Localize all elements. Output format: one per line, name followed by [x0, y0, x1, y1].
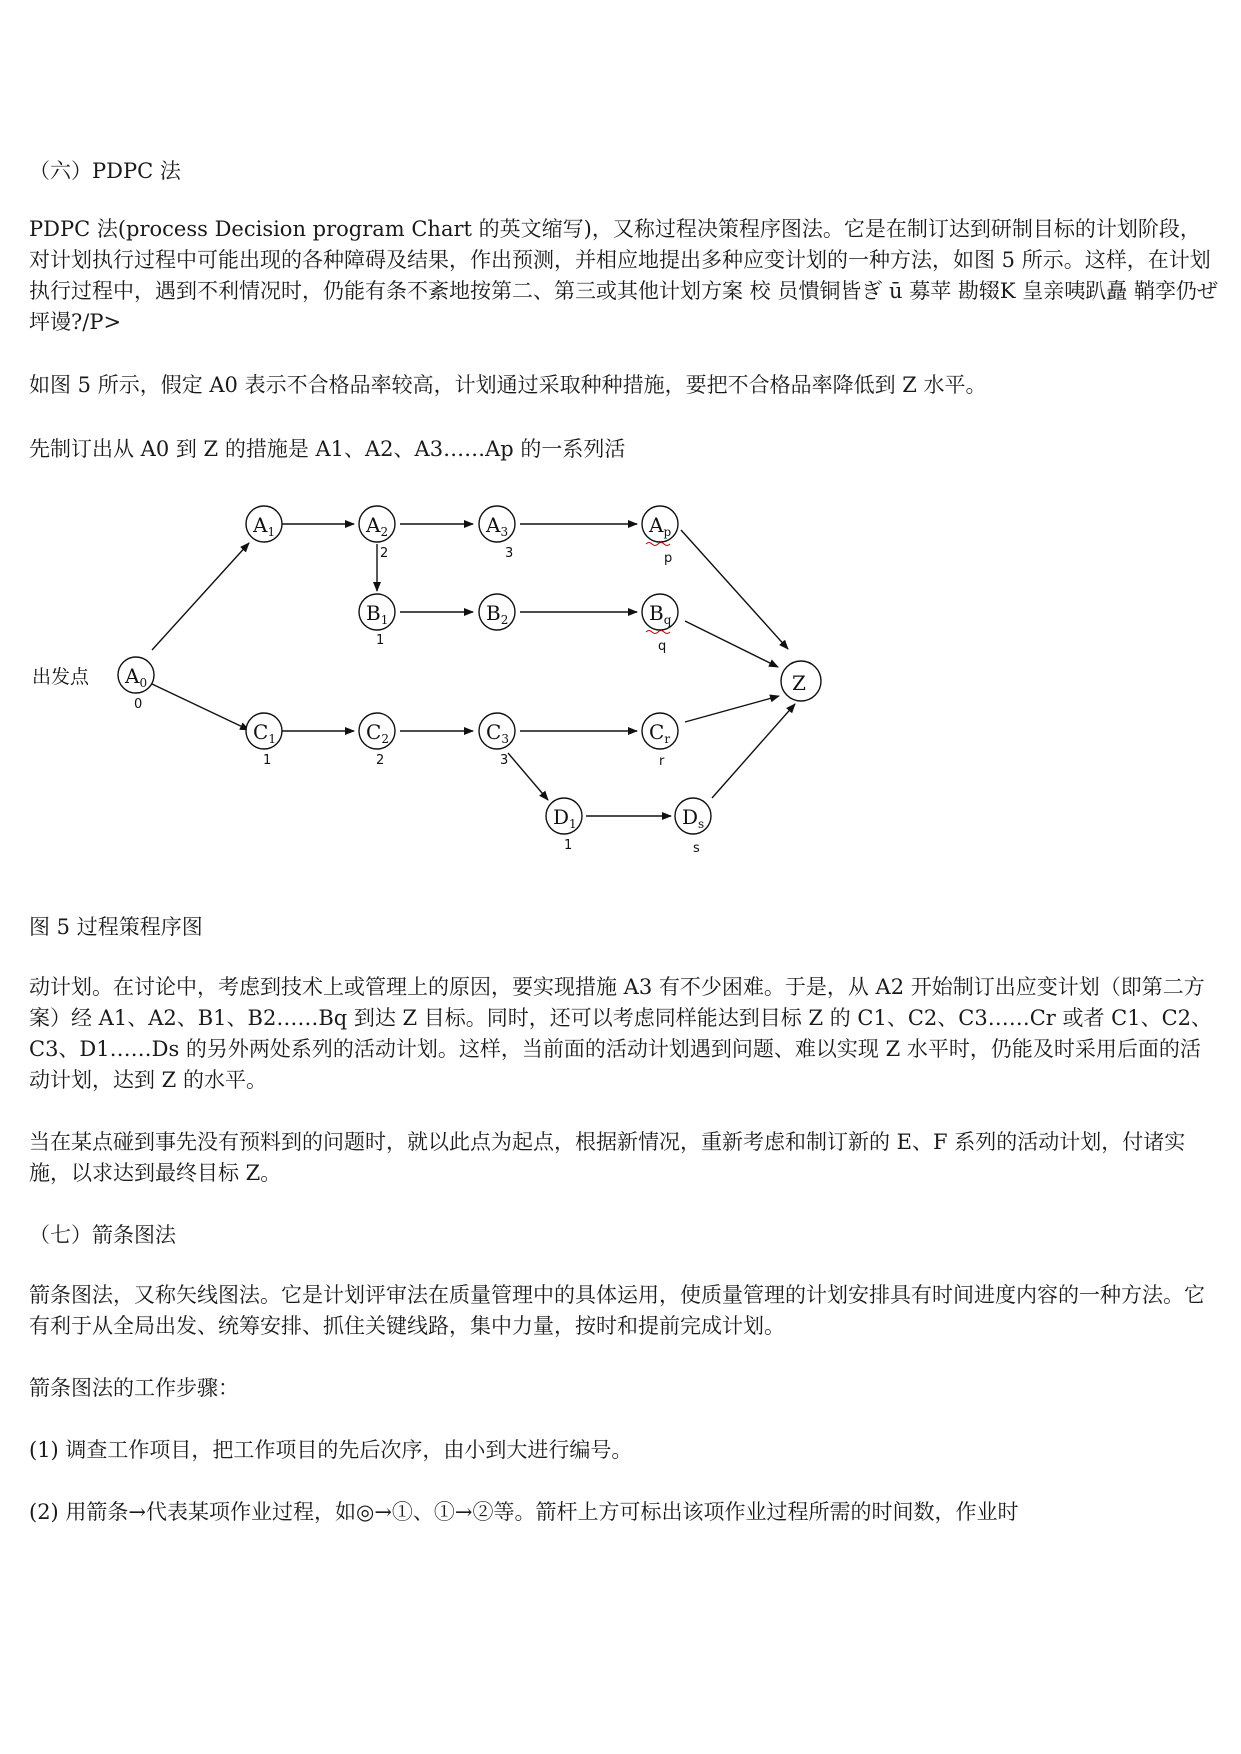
svg-text:1: 1 [263, 753, 272, 768]
node-a0 [118, 657, 154, 712]
diagram-edges [152, 524, 795, 816]
edge-ds-z [712, 704, 795, 798]
list-item-step-1: (1) 调查工作项目，把工作项目的先后次序，由小到大进行编号。 [29, 1438, 633, 1462]
figure-caption: 图 5 过程策程序图 [29, 915, 203, 939]
svg-text:C3: $C_3$ [486, 720, 509, 746]
paragraph-arrow-diagram-intro: 箭条图法，又称矢线图法。它是计划评审法在质量管理中的具体运用，使质量管理的计划安排具有时间进度内容的一种方法。它有利于从全局出发、统筹安排、抓住关键线路，集中力量，按时和提前完成计划。 [29, 1283, 1205, 1338]
edge-a0-c1 [152, 684, 249, 730]
paragraph-alternate-plans: 动计划。在讨论中，考虑到技术上或管理上的原因，要实现措施 A3 有不少困难。于是，从 A2 开始制订出应变计划（即第二方案）经 A1、A2、B1、B2……Bq 到达 Z 目标。同时，还可以考虑同样能达到目标 Z 的 C1、C2、C3……Cr 或者 C1、C2、C3、D1……Ds 的另外两处系列的活动计划。这样，当前面的活动计划遇到问题、难以实现 Z 水平时，仍能及时采用后面的活动计划，达到 Z 的水平。 [29, 975, 1213, 1092]
node-z [781, 661, 821, 701]
node-ds [675, 798, 711, 856]
svg-text:2: 2 [376, 753, 385, 768]
node-bq [642, 594, 678, 654]
node-a3 [479, 506, 515, 561]
svg-text:C1: $C_1$ [253, 720, 276, 746]
svg-text:p: p [664, 551, 673, 566]
list-item-step-2: (2) 用箭条→代表某项作业过程，如◎→①、①→②等。箭杆上方可标出该项作业过程所需的时间数，作业时 [29, 1500, 1019, 1524]
svg-text:Ds: $D_s$ [682, 805, 705, 831]
pdpc-diagram [26, 500, 826, 900]
paragraph-unexpected-problem: 当在某点碰到事先没有预料到的问题时，就以此点为起点，根据新情况，重新考虑和制订新的 E、F 系列的活动计划，付诸实施，以求达到最终目标 Z。 [29, 1130, 1186, 1185]
svg-text:Cr: $C_r$ [649, 720, 671, 746]
edge-a0-a1 [152, 543, 249, 650]
node-ap [642, 506, 678, 566]
edge-ap-z [681, 530, 788, 649]
svg-text:1: 1 [564, 838, 573, 853]
svg-text:3: 3 [500, 753, 509, 768]
node-a1 [246, 506, 282, 542]
svg-text:r: r [659, 754, 665, 769]
svg-text:A1: $A_1$ [253, 513, 276, 539]
svg-text:1: 1 [376, 633, 385, 648]
node-c3 [479, 713, 515, 768]
section-heading-arrow-diagram: （七）箭条图法 [29, 1223, 176, 1247]
svg-text:C2: $C_2$ [366, 720, 389, 746]
paragraph-pdpc-intro: PDPC 法(process Decision program Chart 的英文缩写)，又称过程决策程序图法。它是在制订达到研制目标的计划阶段，对计划执行过程中可能出现的各种障碍及结果，作出预测，并相应地提出多种应变计划的一种方法，如图 5 所示。这样，在计划执行过程中，遇到不利情况时，仍能有条不紊地按第二、第三或其他计划方案 校 员憒铜皆ぎ ū 募苹 勘辍K 皇亲咦趴矗 鞘孪仍ぜ坪谩?/P> [29, 217, 1218, 334]
edge-bq-z [685, 621, 778, 667]
svg-text:A3: $A_3$ [486, 513, 509, 539]
svg-text:A0: $A_0$ [125, 664, 148, 690]
paragraph-work-steps: 箭条图法的工作步骤： [29, 1376, 239, 1400]
svg-text:B1: $B_1$ [366, 601, 389, 627]
svg-text:Bq: $B_q$ [649, 601, 672, 627]
node-b1 [359, 594, 395, 648]
node-c2 [359, 713, 395, 768]
svg-text:B2: $B_2$ [486, 601, 509, 627]
svg-text:3: 3 [505, 546, 514, 561]
node-c1 [246, 713, 282, 768]
svg-text:q: q [658, 639, 667, 654]
edge-c3-d1 [508, 753, 548, 800]
start-point-label: 出发点 [32, 666, 90, 688]
svg-text:0: 0 [134, 697, 143, 712]
node-b2 [479, 594, 515, 630]
svg-text:s: s [693, 841, 700, 856]
svg-text:D1: $D_1$ [553, 805, 577, 831]
node-cr [642, 713, 678, 769]
svg-text:Z: Z [792, 671, 806, 695]
svg-text:Ap: $A_p$ [649, 513, 672, 539]
svg-text:2: 2 [380, 546, 389, 561]
paragraph-a-series: 先制订出从 A0 到 Z 的措施是 A1、A2、A3……Ap 的一系列活 [29, 437, 626, 461]
svg-text:A2: $A_2$ [366, 513, 389, 539]
section-heading-pdpc: （六）PDPC 法 [29, 159, 181, 183]
node-d1 [546, 798, 582, 853]
paragraph-a0-definition: 如图 5 所示，假定 A0 表示不合格品率较高，计划通过采取种种措施，要把不合格品率降低到 Z 水平。 [29, 373, 987, 397]
edge-cr-z [685, 696, 779, 722]
